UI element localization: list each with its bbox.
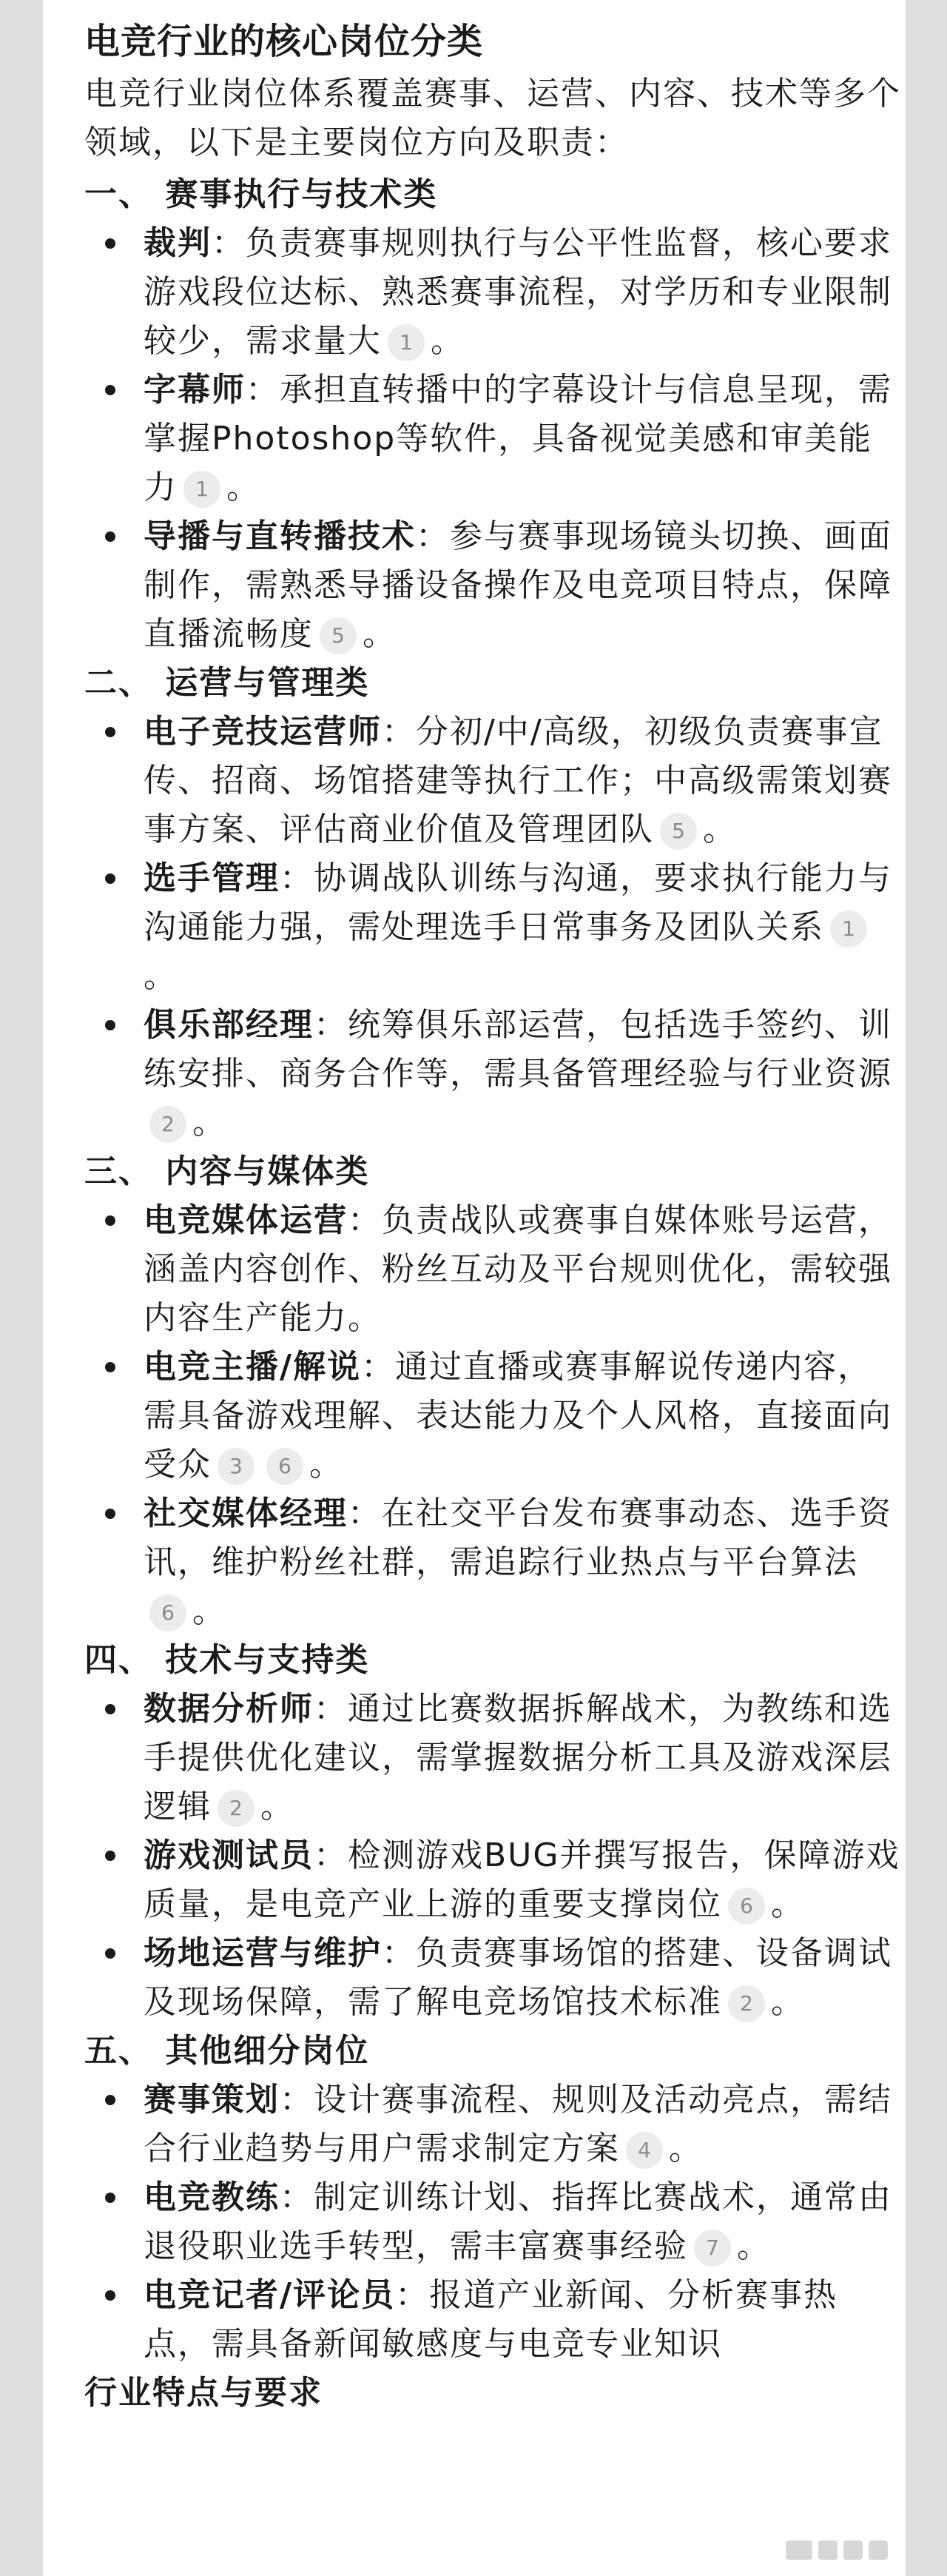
list-item bbox=[84, 1196, 906, 1343]
item-description: ：通过直播或赛事解说传递内容，需具备游戏理解、表达能力及个人风格，直接面向受众 bbox=[144, 1348, 892, 1483]
intro-paragraph: 电竞行业岗位体系覆盖赛事、运营、内容、技术等多个领域，以下是主要岗位方向及职责： bbox=[84, 75, 901, 161]
list-item bbox=[84, 1001, 906, 1147]
citation-badge[interactable]: 5 bbox=[320, 617, 357, 654]
item-term: 电竞主播/解说 bbox=[144, 1348, 362, 1386]
list-item bbox=[84, 219, 906, 366]
item-end-punctuation: 。 bbox=[431, 322, 465, 360]
citation-badge[interactable]: 3 bbox=[218, 1448, 255, 1485]
document-sheet bbox=[43, 0, 906, 2576]
item-term: 游戏测试员 bbox=[144, 1837, 314, 1874]
item-term: 电竞记者/评论员 bbox=[144, 2276, 396, 2314]
item-term: 数据分析师 bbox=[144, 1690, 314, 1728]
list-item bbox=[84, 512, 906, 659]
citation-badge[interactable]: 1 bbox=[183, 471, 220, 508]
item-description: ：承担直转播中的字幕设计与信息呈现，需掌握Photoshop等软件，具备视觉美感和审美能力 bbox=[144, 371, 892, 506]
list-item bbox=[84, 708, 906, 854]
item-description: ：统筹俱乐部运营，包括选手签约、训练安排、商务合作等，需具备管理经验与行业资源 bbox=[144, 1006, 892, 1093]
item-end-punctuation: 。 bbox=[192, 1592, 226, 1630]
item-description: ：检测游戏BUG并撰写报告，保障游戏质量，是电竞产业上游的重要支撑岗位 bbox=[144, 1837, 900, 1923]
list-item bbox=[84, 2271, 906, 2369]
item-term: 社交媒体经理 bbox=[144, 1495, 348, 1532]
bottom-toolbar bbox=[786, 2540, 888, 2560]
citation-badge[interactable]: 6 bbox=[728, 1888, 765, 1925]
section-list bbox=[84, 708, 906, 1147]
bottom-fade bbox=[43, 2509, 906, 2576]
item-description: ：制定训练计划、指挥比赛战术，通常由退役职业选手转型，需丰富赛事经验 bbox=[144, 2178, 892, 2265]
item-term: 电竞教练 bbox=[144, 2178, 280, 2216]
toolbar-button[interactable] bbox=[843, 2540, 863, 2560]
section-list bbox=[84, 1685, 906, 2027]
item-term: 裁判 bbox=[144, 224, 212, 262]
section-heading: 五、 其他细分岗位 bbox=[84, 2032, 370, 2070]
toolbar-button[interactable] bbox=[818, 2540, 838, 2560]
list-item bbox=[84, 1343, 906, 1489]
item-description: ：负责战队或赛事自媒体账号运营，涵盖内容创作、粉丝互动及平台规则优化，需较强内容生产能力 bbox=[144, 1201, 892, 1337]
citation-badge[interactable]: 1 bbox=[388, 324, 425, 361]
citation-badge[interactable]: 4 bbox=[626, 2132, 663, 2169]
page-title: 电竞行业的核心岗位分类 bbox=[84, 21, 484, 62]
item-term: 场地运营与维护 bbox=[144, 1934, 382, 1972]
item-end-punctuation: 。 bbox=[226, 469, 260, 506]
item-description: ：设计赛事流程、规则及活动亮点，需结合行业趋势与用户需求制定方案 bbox=[144, 2081, 892, 2167]
item-term: 电子竞技运营师 bbox=[144, 713, 382, 751]
sections-container bbox=[84, 170, 906, 2369]
item-end-punctuation: 。 bbox=[669, 2130, 703, 2167]
toolbar-button[interactable] bbox=[786, 2540, 812, 2560]
item-end-punctuation: 。 bbox=[771, 1885, 805, 1923]
citation-badge[interactable]: 7 bbox=[694, 2230, 731, 2267]
item-description: ：分初/中/高级，初级负责赛事宣传、招商、场馆搭建等执行工作；中高级需策划赛事方案、评估商业价值及管理团队 bbox=[144, 713, 892, 848]
toolbar-button[interactable] bbox=[869, 2540, 888, 2560]
section-heading: 三、 内容与媒体类 bbox=[84, 1153, 370, 1190]
item-end-punctuation: 。 bbox=[309, 1446, 343, 1483]
item-end-punctuation: 。 bbox=[363, 615, 397, 653]
section-heading: 四、 技术与支持类 bbox=[84, 1641, 370, 1679]
item-description: ：协调战队训练与沟通，要求执行能力与沟通能力强，需处理选手日常事务及团队关系 bbox=[144, 859, 892, 946]
section-list bbox=[84, 1196, 906, 1636]
citation-badge[interactable]: 2 bbox=[218, 1790, 255, 1827]
item-description: ：报道产业新闻、分析赛事热点，需具备新闻敏感度与电竞专业知识 bbox=[144, 2276, 838, 2363]
item-term: 选手管理 bbox=[144, 859, 280, 897]
list-item bbox=[84, 1831, 906, 1929]
item-end-punctuation: 。 bbox=[192, 1104, 226, 1141]
item-end-punctuation: 。 bbox=[348, 1299, 382, 1337]
truncated-heading: 行业特点与要求 bbox=[84, 2374, 323, 2412]
section-list bbox=[84, 219, 906, 659]
citation-badge[interactable]: 5 bbox=[660, 813, 697, 850]
item-description: ：通过比赛数据拆解战术，为教练和选手提供优化建议，需掌握数据分析工具及游戏深层逻辑 bbox=[144, 1690, 892, 1825]
item-description: ：负责赛事场馆的搭建、设备调试及现场保障，需了解电竞场馆技术标准 bbox=[144, 1934, 892, 2021]
citation-badge[interactable]: 1 bbox=[830, 910, 867, 947]
item-term: 电竞媒体运营 bbox=[144, 1201, 348, 1239]
item-end-punctuation: 。 bbox=[260, 1788, 294, 1825]
document-content bbox=[84, 13, 906, 2418]
list-item bbox=[84, 1489, 906, 1636]
item-description: ：参与赛事现场镜头切换、画面制作，需熟悉导播设备操作及电竞项目特点，保障直播流畅度 bbox=[144, 517, 892, 653]
list-item bbox=[84, 1685, 906, 1831]
citation-badge[interactable]: 2 bbox=[149, 1106, 186, 1143]
item-term: 字幕师 bbox=[144, 371, 246, 409]
item-end-punctuation: 。 bbox=[771, 1983, 805, 2021]
section-list bbox=[84, 2076, 906, 2369]
item-term: 俱乐部经理 bbox=[144, 1006, 314, 1044]
citation-badge[interactable]: 2 bbox=[728, 1985, 765, 2022]
item-end-punctuation: 。 bbox=[703, 811, 737, 848]
citation-badge[interactable]: 6 bbox=[266, 1448, 303, 1485]
item-end-punctuation: 。 bbox=[737, 2227, 771, 2265]
list-item bbox=[84, 854, 906, 1001]
list-item bbox=[84, 2076, 906, 2173]
list-item bbox=[84, 2173, 906, 2271]
item-term: 赛事策划 bbox=[144, 2081, 280, 2119]
item-end-punctuation: 。 bbox=[144, 957, 178, 995]
section-heading: 一、 赛事执行与技术类 bbox=[84, 175, 438, 213]
item-term: 导播与直转播技术 bbox=[144, 517, 416, 555]
citation-badge[interactable]: 6 bbox=[149, 1594, 186, 1631]
item-description: ：负责赛事规则执行与公平性监督，核心要求游戏段位达标、熟悉赛事流程，对学历和专业限制较少，需求量大 bbox=[144, 224, 892, 360]
list-item bbox=[84, 366, 906, 512]
section-heading: 二、 运营与管理类 bbox=[84, 664, 370, 702]
item-description: ：在社交平台发布赛事动态、选手资讯，维护粉丝社群，需追踪行业热点与平台算法 bbox=[144, 1495, 892, 1581]
list-item bbox=[84, 1929, 906, 2027]
